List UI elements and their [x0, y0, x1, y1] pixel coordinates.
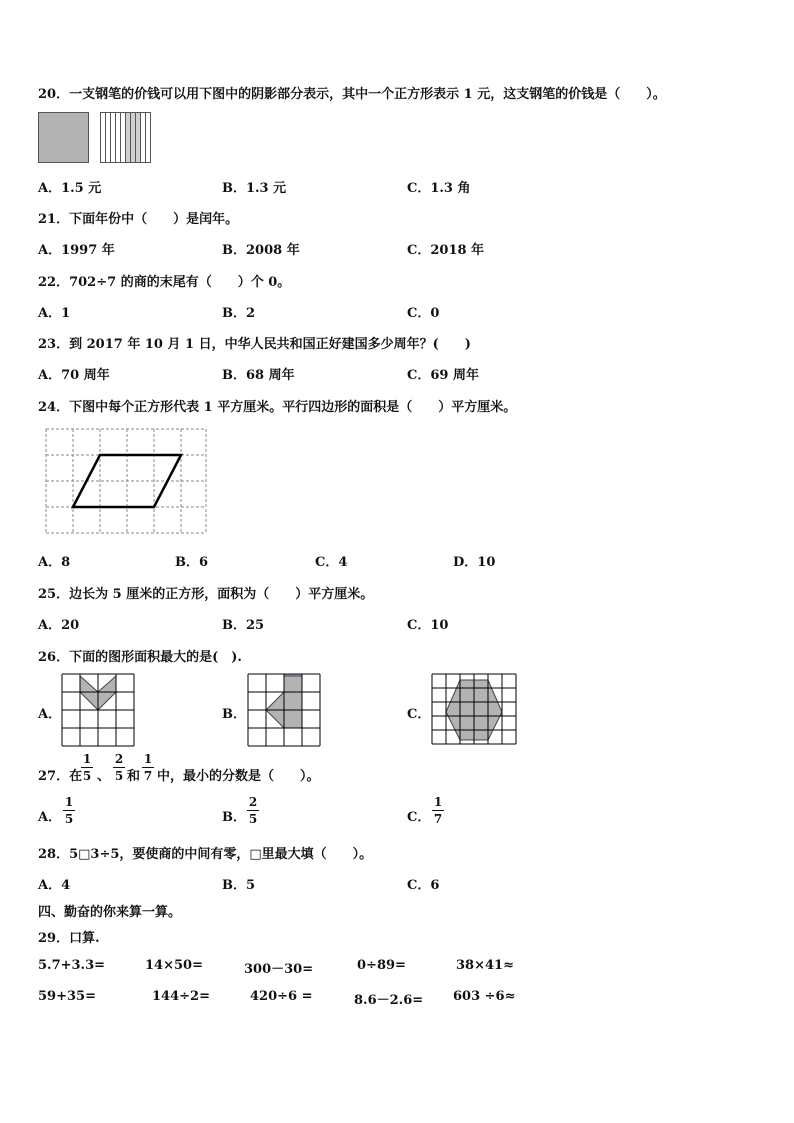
q20-option-c[interactable]: C．1.3 角	[407, 181, 471, 196]
q23-option-b[interactable]: B．68 周年	[222, 368, 295, 383]
q24-option-a[interactable]: A．8	[38, 555, 71, 570]
q22-option-b[interactable]: B．2	[222, 306, 256, 321]
q28-option-b[interactable]: B．5	[222, 878, 256, 893]
calc-2-2: 144÷2=	[152, 989, 210, 1004]
calc-2-1: 59+35=	[38, 989, 96, 1004]
q24-option-d[interactable]: D．10	[453, 555, 496, 570]
q28-option-c[interactable]: C．6	[407, 878, 440, 893]
q21-option-c[interactable]: C．2018 年	[407, 243, 485, 258]
question-25: 25．边长为 5 厘米的正方形，面积为（ ）平方厘米。	[38, 587, 374, 602]
calc-2-3: 420÷6 =	[250, 989, 313, 1004]
calc-1-2: 14×50=	[145, 958, 203, 973]
question-22: 22．702÷7 的商的末尾有（ ）个 0。	[38, 275, 291, 290]
q21-option-a[interactable]: A．1997 年	[38, 243, 115, 258]
q26-option-c-label[interactable]: C．	[407, 707, 431, 722]
calc-2-4: 8.6－2.6=	[354, 993, 424, 1008]
question-23: 23．到 2017 年 10 月 1 日，中华人民共和国正好建国多少周年？( )	[38, 337, 471, 352]
question-29: 29．口算.	[38, 931, 100, 946]
calc-1-4: 0÷89=	[357, 958, 406, 973]
calc-1-5: 38×41≈	[456, 958, 514, 973]
q27-option-c-label[interactable]: C．	[407, 810, 431, 825]
q22-option-c[interactable]: C．0	[407, 306, 440, 321]
q27-fraction-1-5: 1 5	[82, 752, 92, 783]
q26-option-a-label[interactable]: A．	[38, 707, 62, 722]
parallelogram-grid-figure	[44, 427, 210, 539]
q27-option-b-fraction[interactable]: 2 5	[248, 795, 258, 826]
q22-option-a[interactable]: A．1	[38, 306, 71, 321]
q24-option-b[interactable]: B．6	[175, 555, 209, 570]
q27-separator-1: 、	[97, 769, 111, 784]
q27-option-a-fraction[interactable]: 1 5	[64, 795, 74, 826]
full-square-figure	[38, 112, 90, 163]
q24-option-c[interactable]: C．4	[315, 555, 348, 570]
q27-separator-2: 和	[127, 769, 141, 784]
question-27-prefix: 27．在	[38, 769, 83, 784]
q28-option-a[interactable]: A．4	[38, 878, 71, 893]
figure-c-hexagon-shape	[432, 674, 518, 748]
q27-option-a-label[interactable]: A．	[38, 810, 62, 825]
q25-option-b[interactable]: B．25	[222, 618, 265, 633]
section-4-title: 四、勤奋的你来算一算。	[38, 905, 182, 920]
q25-option-c[interactable]: C．10	[407, 618, 449, 633]
question-24: 24．下图中每个正方形代表 1 平方厘米。平行四边形的面积是（ ）平方厘米。	[38, 400, 517, 415]
q27-option-b-label[interactable]: B．	[222, 810, 246, 825]
question-20: 20．一支钢笔的价钱可以用下图中的阴影部分表示，其中一个正方形表示 1 元，这支钢笔的价钱是（ ）。	[38, 87, 666, 102]
q27-fraction-1-7: 1 7	[143, 752, 153, 783]
question-26: 26．下面的图形面积最大的是( ).	[38, 650, 242, 665]
q23-option-a[interactable]: A．70 周年	[38, 368, 110, 383]
q25-option-a[interactable]: A．20	[38, 618, 80, 633]
q27-option-c-fraction[interactable]: 1 7	[433, 795, 443, 826]
figure-b-arrow-shape	[248, 674, 328, 748]
question-21: 21．下面年份中（ ）是闰年。	[38, 212, 239, 227]
calc-1-1: 5.7+3.3=	[38, 958, 106, 973]
q20-option-b[interactable]: B．1.3 元	[222, 181, 287, 196]
calc-1-3: 300－30=	[244, 962, 314, 977]
tenths-square-figure	[100, 112, 152, 163]
q26-option-b-label[interactable]: B．	[222, 707, 246, 722]
question-27-suffix: 中，最小的分数是（ ）。	[157, 769, 320, 784]
q21-option-b[interactable]: B．2008 年	[222, 243, 300, 258]
q20-option-a[interactable]: A．1.5 元	[38, 181, 102, 196]
figure-a-heart-shape	[62, 674, 142, 748]
question-28: 28．5□3÷5，要使商的中间有零，□里最大填（ ）。	[38, 847, 373, 862]
q27-fraction-2-5: 2 5	[114, 752, 124, 783]
q23-option-c[interactable]: C．69 周年	[407, 368, 479, 383]
calc-2-5: 603 ÷6≈	[453, 989, 516, 1004]
